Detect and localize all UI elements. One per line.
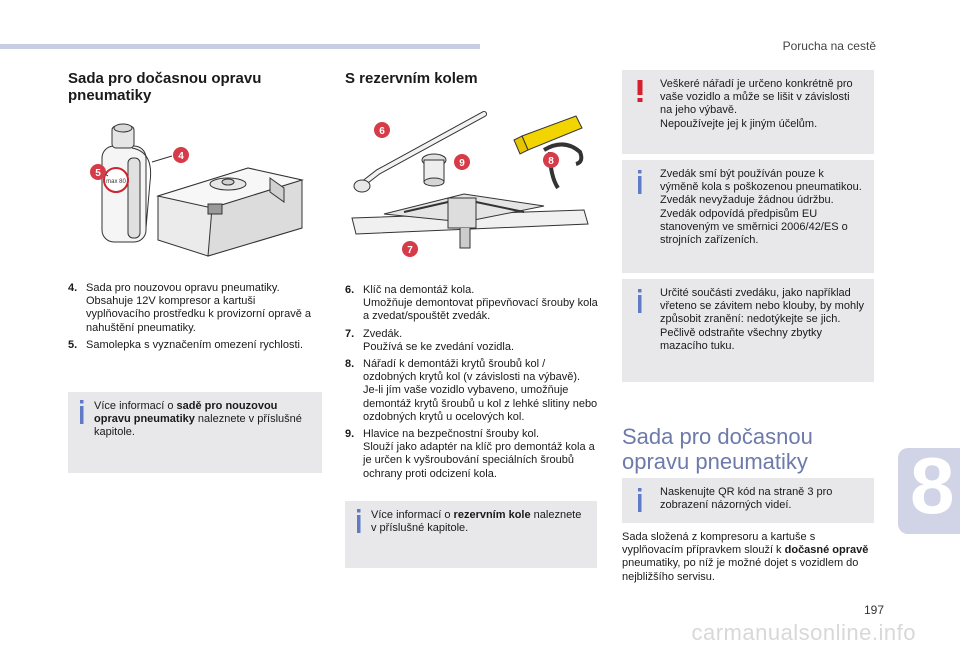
qr-info-text: Naskenujte QR kód na straně 3 pro zobrazení názorných videí.: [660, 486, 833, 512]
item-text: Sada pro nouzovou opravu pneumatiky. Obsahuje 12V kompresor a kartuši vyplňovacího prostředku k provizorní opravě a nahuštění pneumatiky.: [86, 282, 312, 334]
note-text-post: naleznete v příslušné kapitole.: [94, 413, 302, 439]
spare-wheel-item-list: [345, 284, 599, 485]
chapter-tab: [898, 441, 960, 534]
paragraph-bold: dočasné opravě: [784, 544, 869, 557]
list-item: [68, 339, 316, 352]
paragraph-pre: Sada složená z kompresoru a kartuše s vyplňovacím přípravkem slouží k: [622, 531, 816, 557]
list-item: [68, 282, 316, 335]
info-icon: [355, 509, 363, 533]
note-text-bold: sadě pro nouzovou opravu pneumatiky: [94, 400, 278, 426]
list-item: [345, 284, 599, 324]
list-item: [345, 428, 599, 481]
jack-safety-note: [622, 279, 874, 382]
note-text-post: naleznete v příslušné kapitole.: [371, 509, 582, 535]
item-number: 7.: [345, 327, 355, 340]
callout-8: 8: [548, 156, 554, 167]
kit-item-list: [68, 282, 316, 356]
jack-info-note: [622, 160, 874, 273]
qr-info-note: [622, 478, 874, 523]
header-accent-bar: [0, 44, 480, 49]
note-text-pre: Více informací o: [94, 400, 177, 412]
item-text: Hlavice na bezpečnostní šrouby kol. Slouží jako adaptér na klíč pro demontáž kola a je určen k vyšroubování speciálních šroubů ochrany proti odcizení kola.: [363, 428, 595, 480]
kit-heading: Sada pro dočasnou opravu pneumatiky: [68, 70, 262, 104]
info-icon: [636, 170, 644, 194]
item-number: 5.: [68, 338, 78, 351]
section-header-title: Porucha na cestě: [782, 39, 876, 53]
page-number: 197: [863, 603, 884, 617]
info-icon: [636, 488, 644, 512]
warning-exclamation-icon: [636, 80, 644, 102]
kit-description-paragraph: [622, 531, 872, 584]
callout-5: 5: [95, 168, 101, 179]
watermark: carmanualsonline.info: [691, 620, 916, 645]
note-text-bold: rezervním kole: [453, 509, 531, 521]
item-number: 9.: [345, 428, 355, 441]
spare-wheel-info-note: [345, 501, 597, 568]
item-number: 8.: [345, 358, 355, 371]
warning-note: [622, 70, 874, 154]
item-number: 4.: [68, 282, 78, 294]
note-text-pre: Více informací o: [371, 509, 454, 521]
speed-sticker-text: max 80: [106, 179, 126, 185]
warning-text: Veškeré nářadí je určeno konkrétně pro vaše vozidlo a může se lišit v závislosti na jeho výbavě. Nepoužívejte jej k jiným účelům.: [660, 78, 853, 130]
callout-6: 6: [379, 126, 385, 137]
info-icon: [78, 400, 86, 424]
repair-kit-illustration: [88, 118, 308, 260]
item-text: Nářadí k demontáži krytů šroubů kol / ozdobných krytů kol (v závislosti na výbavě). Je-li jím vaše vozidlo vybaveno, umožňuje demontáž krytů šroubů u kol z lehké slitiny nebo ozdobných krytů u ocelových kol.: [363, 358, 598, 423]
list-item: [345, 328, 599, 354]
jack-info-text: Zvedák smí být používán pouze k výměně kola s poškozenou pneumatikou. Zvedák nevyžaduje žádnou údržbu. Zvedák odpovídá předpisům EU stanoveným ve směrnici 2006/42/ES o strojních zařízeních.: [660, 168, 862, 247]
item-number: 6.: [345, 284, 355, 296]
item-text: Zvedák. Používá se ke zvedání vozidla.: [363, 327, 515, 353]
callout-7: 7: [407, 245, 413, 256]
chapter-number: 8: [910, 441, 955, 530]
kit-info-note: [68, 392, 322, 473]
callout-4: 4: [178, 151, 184, 162]
jack-safety-text: Určité součásti zvedáku, jako například vřeteno se závitem nebo klouby, by mohly způsobit zranění: nedotýkejte se jich. Pečlivě odstraňte všechny zbytky mazacího tuku.: [660, 287, 865, 352]
spare-wheel-heading: S rezervním kolem: [345, 70, 478, 87]
kit-section-title: Sada pro dočasnou opravu pneumatiky: [622, 424, 813, 474]
spare-wheel-tools-illustration: [344, 102, 599, 270]
info-icon: [636, 289, 644, 313]
callout-9: 9: [459, 158, 465, 169]
list-item: [345, 358, 599, 424]
item-text: Samolepka s vyznačením omezení rychlosti.: [86, 338, 304, 351]
paragraph-post: pneumatiky, po níž je možné dojet s vozidlem do nejbližšího servisu.: [622, 557, 859, 583]
item-text: Klíč na demontáž kola. Umožňuje demontovat připevňovací šrouby kola a zvedat/spouštět zvedák.: [363, 284, 598, 323]
